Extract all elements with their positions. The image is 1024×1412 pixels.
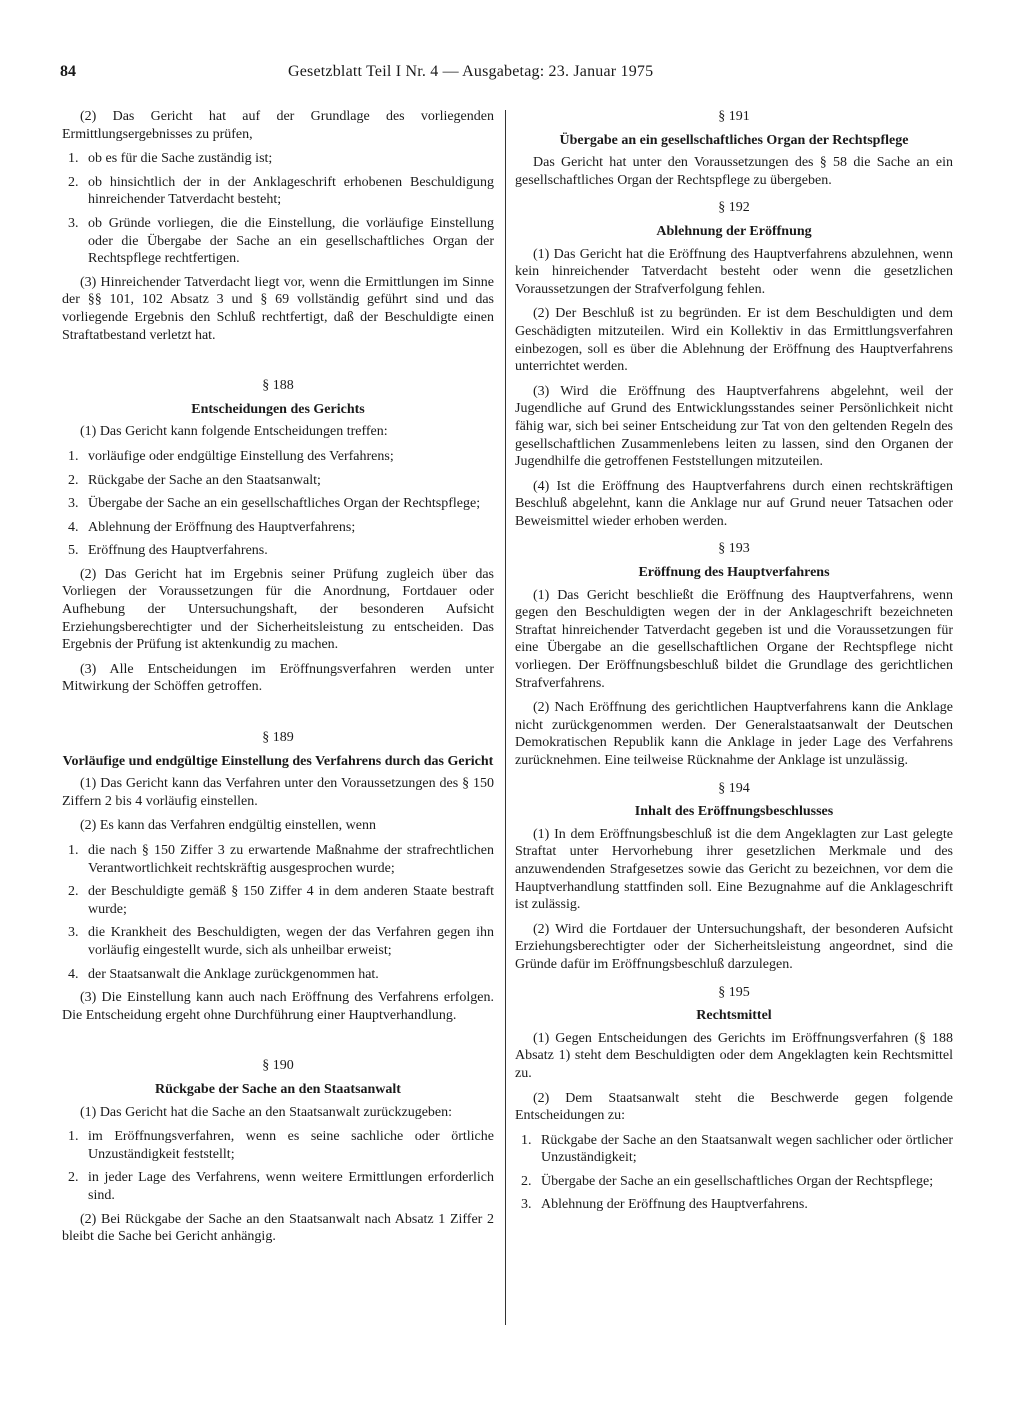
item-text: ob es für die Sache zuständig ist; (88, 151, 273, 167)
paragraph: Das Gericht hat unter den Voraussetzungen des § 58 die Sache an ein gesellschaftliches Organ der Rechtspflege zu übergeben. (515, 155, 953, 188)
section-number: § 190 (262, 1058, 294, 1074)
section-heading: Rückgabe der Sache an den Staatsanwalt (155, 1081, 401, 1097)
item-number: 2. (68, 884, 79, 900)
paragraph: (3) Wird die Eröffnung des Hauptverfahrens abgelehnt, weil der Jugendliche auf Grund des Entwicklungsstandes seiner Persönlichkeit nicht fähig war, sich bei seiner Entscheidung zur Tat von den geltenden Regeln des gesellschaftlichen Zusammenlebens leiten zu lassen, sind den Organen der Jugendhilfe die getroffenen Feststellungen mitzuteilen. (515, 383, 953, 470)
list-item (62, 1128, 494, 1163)
column-divider (505, 110, 506, 1325)
section-number: § 193 (718, 541, 750, 557)
list-item (62, 542, 494, 560)
section-heading: Inhalt des Eröffnungsbeschlusses (634, 804, 834, 820)
list-item (515, 1173, 953, 1191)
item-text: der Beschuldigte gemäß § 150 Ziffer 4 in dem anderen Staate bestraft wurde; (88, 884, 494, 917)
paragraph: (2) Das Gericht hat im Ergebnis seiner Prüfung zugleich über das Vorliegen der Voraussetzungen für die Anordnung, Fortdauer oder Aufhebung der Untersuchungshaft, der besonderen Aufsicht Erziehungsberechtigter und der Sicherheitsleistung zu entscheiden. Das Ergebnis der Prüfung ist aktenkundig zu machen. (62, 566, 494, 653)
item-number: 4. (68, 966, 79, 982)
item-number: 2. (521, 1173, 532, 1189)
page-number: 84 (60, 63, 76, 80)
paragraph: (1) Das Gericht hat die Sache an den Staatsanwalt zurückzugeben: (80, 1104, 453, 1120)
paragraph: (1) Das Gericht kann das Verfahren unter den Voraussetzungen des § 150 Ziffern 2 bis 4 vorläufig einstellen. (62, 776, 494, 809)
item-text: Ablehnung der Eröffnung des Hauptverfahrens; (88, 519, 356, 535)
section-number: § 195 (718, 984, 750, 1000)
numbered-list (515, 1132, 953, 1214)
section-heading: Übergabe an ein gesellschaftliches Organ der Rechtspflege (559, 132, 909, 148)
list-item (62, 519, 494, 537)
paragraph: (2) Der Beschluß ist zu begründen. Er ist dem Beschuldigten und dem Geschädigten mitzuteilen. Wird ein Kollektiv in das Ermittlungsverfahren einbezogen, soll es über die Ablehnung der Eröffnung des Hauptverfahrens unterrichtet werden. (515, 306, 953, 375)
item-text: Rückgabe der Sache an den Staatsanwalt; (88, 472, 321, 488)
item-number: 3. (68, 925, 79, 941)
list-item (62, 966, 494, 984)
list-item (515, 1132, 953, 1167)
item-text: die Krankheit des Beschuldigten, wegen der das Verfahren gegen ihn vorläufig eingestellt wurde, sich als unheilbar erweist; (88, 925, 494, 958)
left-column (62, 108, 494, 1253)
list-item (62, 215, 494, 268)
list-item (62, 1169, 494, 1204)
paragraph: (4) Ist die Eröffnung des Hauptverfahrens durch einen rechtskräftigen Beschluß abgelehnt, kann die Anklage nur auf Grund neuer Tatsachen oder Beweismittel wieder erhoben werden. (515, 478, 953, 529)
item-number: 5. (68, 543, 79, 559)
item-text: Rückgabe der Sache an den Staatsanwalt wegen sachlicher oder örtlicher Unzuständigkeit; (541, 1132, 953, 1166)
paragraph: (1) Gegen Entscheidungen des Gerichts im Eröffnungsverfahren (§ 188 Absatz 1) steht dem Beschuldigten oder dem Angeklagten kein Rechtsmittel zu. (515, 1030, 953, 1081)
item-text: der Staatsanwalt die Anklage zurückgenommen hat. (88, 966, 379, 982)
list-item (62, 472, 494, 490)
paragraph: (2) Nach Eröffnung des gerichtlichen Hauptverfahrens kann die Anklage nicht zurückgenommen werden. Der Generalstaatsanwalt der Deutschen Demokratischen Republik kann die Anklage in jeder Lage des Verfahrens zurücknehmen. Eine teilweise Rücknahme der Anklage ist unzulässig. (515, 700, 953, 768)
page-header (60, 63, 964, 87)
paragraph: (3) Hinreichender Tatverdacht liegt vor, wenn die Ermittlungen im Sinne der §§ 101, 102 Absatz 3 und § 69 vollständig geführt sind und das vorliegende Ergebnis den Schluß rechtfertigt, daß der Beschuldigte einen Straftatbestand verletzt hat. (62, 274, 494, 343)
paragraph: (1) Das Gericht hat die Eröffnung des Hauptverfahrens abzulehnen, wenn kein hinreichender Tatverdacht besteht oder wenn die gesetzlichen Voraussetzungen der Strafverfolgung fehlen. (515, 246, 953, 297)
list-item (62, 883, 494, 918)
paragraph: (1) Das Gericht kann folgende Entscheidungen treffen: (80, 424, 388, 440)
item-number: 3. (521, 1197, 532, 1213)
paragraph: (2) Dem Staatsanwalt steht die Beschwerde gegen folgende Entscheidungen zu: (515, 1090, 953, 1124)
item-text: ob Gründe vorliegen, die die Einstellung, die vorläufige Einstellung oder die Übergabe der Sache an ein gesellschaftliches Organ der Rechtspflege rechtfertigen. (88, 215, 494, 267)
list-item (515, 1196, 953, 1214)
numbered-list (62, 150, 494, 268)
paragraph: (2) Wird die Fortdauer der Untersuchungshaft, der besonderen Aufsicht Erziehungsberechtigter oder der Sicherheitsleistung angeordnet, sind die Gründe dafür im Eröffnungsbeschluß darzulegen. (515, 921, 953, 972)
paragraph: (3) Alle Entscheidungen im Eröffnungsverfahren werden unter Mitwirkung der Schöffen getroffen. (62, 661, 494, 695)
item-text: die nach § 150 Ziffer 3 zu erwartende Maßnahme der strafrechtlichen Verantwortlichkeit rechtskräftig ausgesprochen wurde; (88, 843, 494, 876)
numbered-list (62, 1128, 494, 1204)
paragraph: (3) Die Einstellung kann auch nach Eröffnung des Verfahrens erfolgen. Die Entscheidung ergeht ohne Durchführung einer Hauptverhandlung. (62, 990, 494, 1023)
right-column (515, 108, 953, 1220)
section-heading: Entscheidungen des Gerichts (191, 401, 365, 417)
item-number: 2. (68, 472, 79, 488)
item-number: 2. (68, 1170, 79, 1186)
section-heading: Rechtsmittel (696, 1008, 772, 1024)
list-item (62, 448, 494, 466)
section-heading: Vorläufige und endgültige Einstellung des Verfahrens durch das Gericht (62, 753, 494, 769)
section-heading: Eröffnung des Hauptverfahrens (638, 565, 830, 581)
list-item (62, 174, 494, 209)
section-number: § 189 (262, 730, 294, 746)
item-number: 1. (68, 151, 79, 167)
section-number: § 188 (262, 378, 294, 394)
paragraph: (2) Es kann das Verfahren endgültig einstellen, wenn (80, 818, 376, 834)
list-item (62, 842, 494, 877)
numbered-list (62, 448, 494, 560)
item-number: 4. (68, 519, 79, 535)
item-text: Eröffnung des Hauptverfahrens. (88, 543, 268, 559)
item-number: 3. (68, 496, 79, 512)
item-text: Übergabe der Sache an ein gesellschaftliches Organ der Rechtspflege; (88, 496, 481, 512)
section-heading: Ablehnung der Eröffnung (656, 223, 812, 239)
paragraph: (1) In dem Eröffnungsbeschluß ist die dem Angeklagten zur Last gelegte Straftat unter Hervorhebung ihrer gesetzlichen Merkmale und des anzuwendenden Strafgesetzes sowie das Gericht zu bezeichnen, vor dem die Hauptverhandlung stattfinden soll. Eine Bezugnahme auf die Anklageschrift ist zulässig. (515, 826, 953, 913)
running-title: Gesetzblatt Teil I Nr. 4 — Ausgabetag: 23. Januar 1975 (288, 63, 654, 80)
item-text: Übergabe der Sache an ein gesellschaftliches Organ der Rechtspflege; (541, 1173, 934, 1189)
item-text: vorläufige oder endgültige Einstellung des Verfahrens; (88, 448, 394, 464)
section-number: § 194 (718, 780, 750, 796)
item-number: 3. (68, 215, 79, 231)
item-text: im Eröffnungsverfahren, wenn es seine sachliche oder örtliche Unzuständigkeit feststellt; (88, 1129, 494, 1162)
item-text: Ablehnung der Eröffnung des Hauptverfahrens. (541, 1197, 808, 1213)
list-item (62, 150, 494, 168)
section-number: § 191 (718, 109, 750, 124)
item-number: 1. (521, 1132, 532, 1148)
item-number: 1. (68, 1129, 79, 1145)
paragraph: (2) Bei Rückgabe der Sache an den Staatsanwalt nach Absatz 1 Ziffer 2 bleibt die Sache bei Gericht anhängig. (62, 1211, 494, 1245)
item-number: 1. (68, 843, 79, 858)
paragraph: (2) Das Gericht hat auf der Grundlage des vorliegenden Ermittlungsergebnisses zu prüfen, (62, 109, 494, 142)
item-number: 1. (68, 448, 79, 464)
item-number: 2. (68, 174, 79, 190)
paragraph: (1) Das Gericht beschließt die Eröffnung des Hauptverfahrens, wenn gegen den Beschuldigten wegen der in der Anklageschrift bezeichneten Straftat hinreichender Tatverdacht gegeben ist und die Voraussetzungen für eine Übergabe an die gesellschaftlichen Organe der Rechtspflege nicht vorliegen. Der Eröffnungsbeschluß bildet die Grundlage des gerichtlichen Strafverfahrens. (515, 587, 953, 691)
numbered-list (62, 842, 494, 983)
item-text: ob hinsichtlich der in der Anklageschrift erhobenen Beschuldigung hinreichender Tatverdacht besteht; (88, 174, 494, 208)
list-item (62, 495, 494, 513)
section-number: § 192 (718, 200, 750, 216)
item-text: in jeder Lage des Verfahrens, wenn weitere Ermittlungen erforderlich sind. (88, 1170, 494, 1203)
list-item (62, 924, 494, 959)
